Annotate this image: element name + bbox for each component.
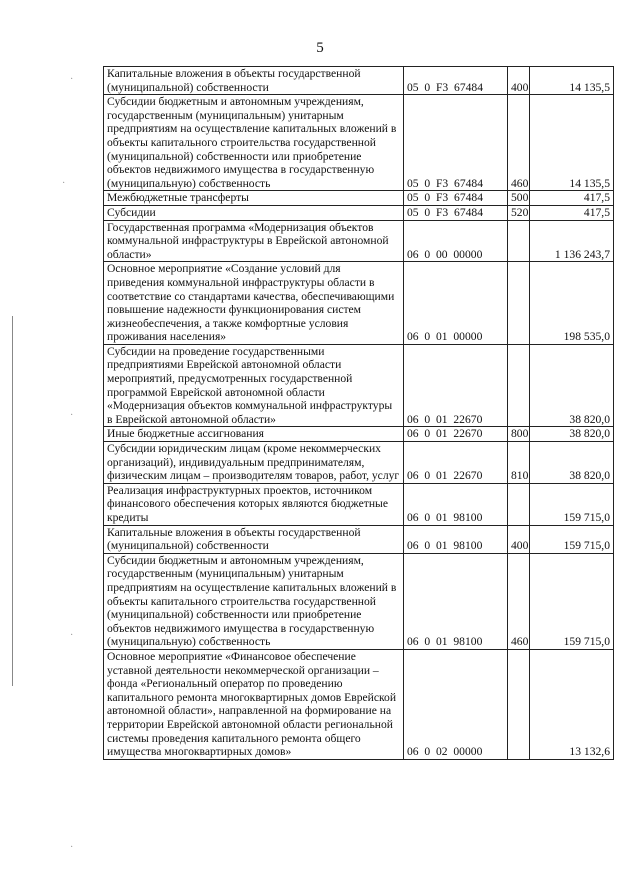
row-name: Капитальные вложения в объекты государственной (муниципальной) собственности	[104, 525, 404, 553]
row-sum: 417,5	[530, 205, 614, 220]
row-sum: 159 715,0	[530, 483, 614, 525]
row-sum: 38 820,0	[530, 427, 614, 442]
margin-mark: ·	[70, 842, 74, 853]
row-sum: 159 715,0	[530, 553, 614, 649]
table-row	[104, 525, 614, 553]
row-code: 05 0 F3 67484	[404, 191, 508, 206]
row-sum: 1 136 243,7	[530, 220, 614, 262]
row-sum: 198 535,0	[530, 262, 614, 345]
row-vr: 800	[508, 427, 530, 442]
row-name: Субсидии бюджетным и автономным учреждениям, государственным (муниципальным) унитарным предприятиям на осуществление капитальных вложений в объекты капитального строительства государственной (муниципальной) собственности или приобретение объектов недвижимого имущества в государственную (муниципальную) собственность	[104, 553, 404, 649]
row-vr	[508, 483, 530, 525]
table-row	[104, 191, 614, 206]
table-row	[104, 649, 614, 759]
row-name: Субсидии на проведение государственными предприятиями Еврейской автономной области мероприятий, предусмотренных государственной программой Еврейской автономной области «Модернизация объектов коммунальной инфраструктуры в Еврейской автономной области»	[104, 344, 404, 427]
row-name: Капитальные вложения в объекты государственной (муниципальной) собственности	[104, 67, 404, 95]
row-sum: 13 132,6	[530, 649, 614, 759]
table-row	[104, 95, 614, 191]
row-code: 06 0 01 00000	[404, 262, 508, 345]
row-sum: 38 820,0	[530, 442, 614, 484]
row-code: 06 0 01 98100	[404, 483, 508, 525]
table-row	[104, 442, 614, 484]
table-row	[104, 427, 614, 442]
row-code: 06 0 01 98100	[404, 525, 508, 553]
table-row	[104, 344, 614, 427]
row-vr: 810	[508, 442, 530, 484]
row-name: Основное мероприятие «Финансовое обеспечение уставной деятельности некоммерческой организации – фонда «Региональный оператор по проведению капитального ремонта многоквартирных домов Еврейской автономной области», направленной на формирование на территории Еврейской автономной области региональной системы проведения капитального ремонта общего имущества многоквартирных домов»	[104, 649, 404, 759]
row-name: Реализация инфраструктурных проектов, источником финансового обеспечения которых являются бюджетные кредиты	[104, 483, 404, 525]
row-code: 06 0 00 00000	[404, 220, 508, 262]
row-vr: 500	[508, 191, 530, 206]
row-code: 06 0 01 22670	[404, 442, 508, 484]
row-sum: 159 715,0	[530, 525, 614, 553]
row-name: Субсидии	[104, 205, 404, 220]
row-vr: 520	[508, 205, 530, 220]
row-code: 05 0 F3 67484	[404, 67, 508, 95]
margin-mark: ·	[70, 410, 74, 421]
table-row	[104, 262, 614, 345]
table-row	[104, 205, 614, 220]
row-code: 06 0 02 00000	[404, 649, 508, 759]
table-row	[104, 483, 614, 525]
table-row	[104, 220, 614, 262]
row-vr	[508, 649, 530, 759]
row-vr: 460	[508, 95, 530, 191]
row-name: Межбюджетные трансферты	[104, 191, 404, 206]
row-sum: 417,5	[530, 191, 614, 206]
row-sum: 14 135,5	[530, 67, 614, 95]
page-number: 5	[316, 40, 324, 56]
row-vr: 400	[508, 525, 530, 553]
row-code: 06 0 01 98100	[404, 553, 508, 649]
budget-table	[103, 66, 614, 760]
margin-mark: ·	[70, 630, 74, 641]
row-code: 06 0 01 22670	[404, 344, 508, 427]
margin-line	[12, 316, 13, 686]
row-sum: 14 135,5	[530, 95, 614, 191]
row-name: Субсидии юридическим лицам (кроме некоммерческих организаций), индивидуальным предпринимателям, физическим лицам – производителям товаров, работ, услуг	[104, 442, 404, 484]
margin-mark: ·	[62, 178, 66, 189]
row-code: 05 0 F3 67484	[404, 205, 508, 220]
table-row	[104, 67, 614, 95]
row-code: 05 0 F3 67484	[404, 95, 508, 191]
row-vr: 460	[508, 553, 530, 649]
table-row	[104, 553, 614, 649]
row-name: Основное мероприятие «Создание условий для приведения коммунальной инфраструктуры области в соответствие со стандартами качества, обеспечивающими повышение надежности функционирования систем жизнеобеспечения, а также комфортные условия проживания населения»	[104, 262, 404, 345]
row-sum: 38 820,0	[530, 344, 614, 427]
row-code: 06 0 01 22670	[404, 427, 508, 442]
row-name: Иные бюджетные ассигнования	[104, 427, 404, 442]
row-name: Субсидии бюджетным и автономным учреждениям, государственным (муниципальным) унитарным предприятиям на осуществление капитальных вложений в объекты капитального строительства государственной (муниципальной) собственности или приобретение объектов недвижимого имущества в государственную (муниципальную) собственность	[104, 95, 404, 191]
row-vr: 400	[508, 67, 530, 95]
row-vr	[508, 262, 530, 345]
row-name: Государственная программа «Модернизация объектов коммунальной инфраструктуры в Еврейской автономной области»	[104, 220, 404, 262]
row-vr	[508, 220, 530, 262]
margin-mark: ·	[70, 74, 74, 85]
row-vr	[508, 344, 530, 427]
